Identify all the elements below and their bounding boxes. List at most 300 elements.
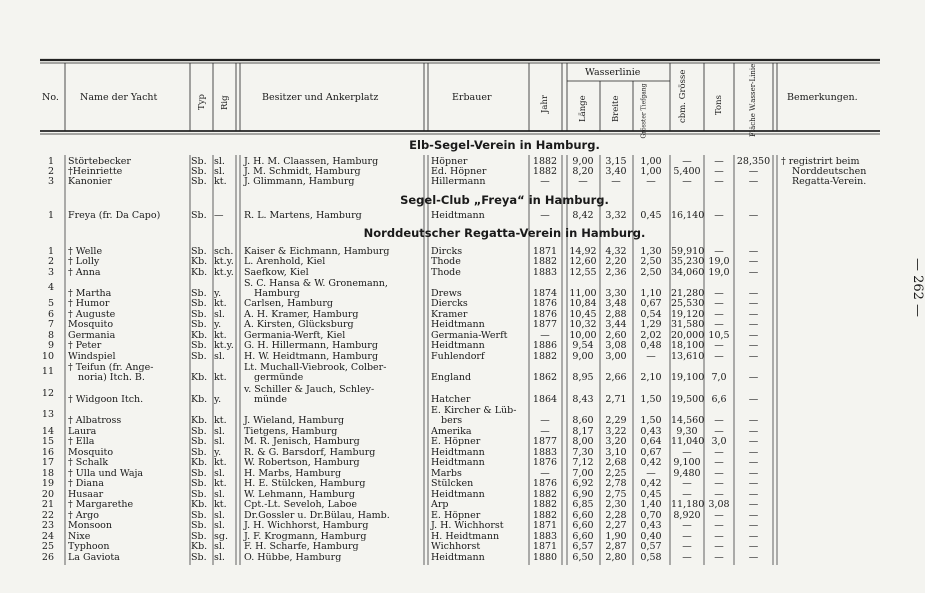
cell-name: † Ella [68, 436, 95, 447]
cell-owner: A. Kirsten, Glücksburg [244, 319, 354, 330]
cell-tons: — [714, 298, 724, 309]
cell-sail: — [748, 531, 759, 542]
cell-builder-cont: bers [441, 415, 463, 426]
cell-year: 1877 [532, 319, 558, 330]
cell-owner: Tietgens, Hamburg [244, 426, 338, 437]
cell-tons: 3,08 [708, 499, 730, 510]
cell-typ: Sb. [191, 478, 207, 489]
header-nr: No. [42, 92, 59, 103]
cell-tons: 3,0 [711, 436, 727, 447]
cell-year: 1883 [532, 267, 558, 278]
cell-name: † Widgoon Itch. [68, 394, 144, 405]
cell-wid: 2,87 [605, 541, 627, 552]
cell-nr: 5 [47, 298, 54, 309]
cell-builder: Diercks [431, 298, 468, 309]
cell-len: 10,00 [569, 330, 597, 341]
cell-typ: Sb. [191, 288, 207, 299]
cell-owner: J. H. Wichhorst, Hamburg [244, 520, 369, 531]
cell-builder: Heidtmann [431, 489, 485, 500]
cell-dr: 1,00 [640, 166, 662, 177]
cell-rig: kt. [214, 176, 227, 187]
cell-builder: H. Heidtmann [431, 531, 500, 542]
cell-name: † Lolly [68, 256, 100, 267]
cell-year: 1876 [532, 298, 558, 309]
cell-dr: 0,45 [640, 489, 662, 500]
cell-builder: Stülcken [431, 478, 474, 489]
cell-tons: 19,0 [708, 256, 730, 267]
cell-dr: 0,43 [640, 426, 662, 437]
cell-wid: 2,60 [605, 330, 627, 341]
cell-rig: sl. [214, 541, 225, 552]
cell-year: 1883 [532, 447, 558, 458]
cell-len: 14,92 [569, 246, 597, 257]
cell-nr: 11 [41, 366, 54, 377]
header-rig: Rig [220, 95, 230, 110]
cell-year: — [540, 426, 550, 437]
cell-wid: 3,22 [605, 426, 627, 437]
cell-name: Kanonier [68, 176, 112, 187]
cell-wid: 2,88 [605, 309, 627, 320]
cell-len: 6,85 [572, 499, 594, 510]
cell-rig: sl. [214, 436, 225, 447]
cell-wid: 2,28 [605, 510, 627, 521]
cell-nr: 24 [41, 531, 54, 542]
cell-dr: 0,40 [640, 531, 662, 542]
cell-rig: sl. [214, 156, 225, 167]
cell-rig: kt. [214, 372, 227, 383]
cell-cbm: — [682, 541, 692, 552]
cell-len: 9,00 [572, 351, 594, 362]
header-sail: Fläche W.asser-Linie [749, 63, 757, 137]
cell-owner: W. Robertson, Hamburg [244, 457, 360, 468]
header-cbm: cbm. Grösse [678, 69, 688, 123]
cell-len: 6,60 [572, 531, 594, 542]
cell-dr: — [646, 176, 656, 187]
cell-sail: — [748, 510, 759, 521]
cell-dr: 2,02 [640, 330, 662, 341]
cell-cbm: 9,480 [673, 468, 701, 479]
cell-builder: Heidtmann [431, 457, 485, 468]
cell-name: † Schalk [68, 457, 109, 468]
cell-owner: J. M. Schmidt, Hamburg [244, 166, 361, 177]
cell-tons: — [714, 510, 724, 521]
cell-name: † Auguste [68, 309, 116, 320]
cell-owner: Germania-Werft, Kiel [244, 330, 346, 341]
cell-name: † Anna [68, 267, 101, 278]
cell-owner: A. H. Kramer, Hamburg [244, 309, 359, 320]
cell-owner: H. Marbs, Hamburg [244, 468, 342, 479]
cell-name: Nixe [68, 531, 91, 542]
cell-rig: y. [214, 447, 222, 458]
cell-cbm: 25,530 [671, 298, 705, 309]
cell-typ: Sb. [191, 319, 207, 330]
remark-line: Regatta-Verein. [792, 176, 867, 187]
cell-dr: 0,64 [640, 436, 662, 447]
cell-name: † Peter [68, 340, 102, 351]
cell-builder: Thode [431, 256, 461, 267]
cell-builder: Heidtmann [431, 447, 485, 458]
cell-tons: — [714, 552, 724, 563]
cell-tons: — [714, 319, 724, 330]
cell-rig: sl. [214, 351, 225, 362]
cell-nr: 20 [41, 489, 54, 500]
cell-dr: 1,29 [640, 319, 662, 330]
cell-rig: sl. [214, 426, 225, 437]
cell-len: 8,00 [572, 436, 594, 447]
cell-name: Mosquito [68, 319, 114, 330]
cell-len: 10,32 [569, 319, 597, 330]
cell-cbm: 20,000 [671, 330, 705, 341]
cell-sail: — [748, 426, 759, 437]
cell-tons: — [714, 520, 724, 531]
cell-owner: O. Hübbe, Hamburg [244, 552, 342, 563]
cell-rig: sl. [214, 309, 225, 320]
cell-year: 1871 [532, 520, 558, 531]
cell-cbm: 34,060 [671, 267, 705, 278]
cell-dr: 0,70 [640, 510, 662, 521]
cell-dr: 2,50 [640, 267, 662, 278]
cell-owner: Lt. Muchall-Viebrook, Colber- [244, 362, 387, 373]
cell-year: 1874 [532, 288, 558, 299]
cell-len: 8,43 [572, 394, 594, 405]
cell-len: 8,42 [572, 210, 594, 221]
cell-rig: y. [214, 394, 222, 405]
cell-wid: 3,20 [605, 436, 627, 447]
cell-rig: sl. [214, 489, 225, 500]
cell-len: 10,45 [569, 309, 597, 320]
cell-tons: — [714, 531, 724, 542]
cell-tons: — [714, 541, 724, 552]
cell-owner: Kaiser & Eichmann, Hamburg [244, 246, 390, 257]
cell-wid: 2,36 [605, 267, 627, 278]
cell-year: 1882 [532, 351, 558, 362]
cell-year: 1864 [532, 394, 558, 405]
cell-year: 1882 [532, 499, 558, 510]
cell-typ: Sb. [191, 489, 207, 500]
cell-builder: Drews [431, 288, 462, 299]
cell-len: 6,92 [572, 478, 594, 489]
cell-owner: Carlsen, Hamburg [244, 298, 333, 309]
header-year: Jahr [540, 94, 550, 113]
cell-dr: 0,57 [640, 541, 662, 552]
cell-tons: — [714, 351, 724, 362]
cell-wid: 2,29 [605, 415, 627, 426]
cell-rig: kt. [214, 457, 227, 468]
cell-year: 1886 [532, 340, 558, 351]
cell-typ: Sb. [191, 309, 207, 320]
cell-sail: — [748, 447, 759, 458]
cell-builder: Fuhlendorf [431, 351, 485, 362]
cell-sail: — [748, 478, 759, 489]
cell-dr: 1,50 [640, 415, 662, 426]
cell-year: 1883 [532, 531, 558, 542]
cell-dr: 0,58 [640, 552, 662, 563]
cell-typ: Kb. [191, 499, 208, 510]
cell-rig: kt.y. [214, 340, 234, 351]
cell-owner: H. E. Stülcken, Hamburg [244, 478, 366, 489]
cell-builder: E. Höpner [431, 510, 481, 521]
cell-rig: kt. [214, 298, 227, 309]
cell-nr: 15 [41, 436, 54, 447]
cell-tons: — [714, 340, 724, 351]
cell-year: 1871 [532, 541, 558, 552]
cell-rig: kt.y. [214, 267, 234, 278]
cell-year: 1876 [532, 457, 558, 468]
header-tons: Tons [714, 95, 724, 115]
cell-wid: 2,75 [605, 489, 627, 500]
cell-cbm: — [682, 552, 692, 563]
cell-wid: 2,25 [605, 468, 627, 479]
cell-year: 1876 [532, 478, 558, 489]
cell-len: 10,84 [569, 298, 597, 309]
cell-year: — [540, 415, 550, 426]
cell-wid: 3,48 [605, 298, 627, 309]
cell-name: † Teifun (fr. Ange- [68, 362, 154, 373]
cell-dr: 0,42 [640, 457, 662, 468]
page-number: — 262 — [910, 257, 925, 318]
cell-typ: Sb. [191, 210, 207, 221]
cell-year: — [540, 210, 550, 221]
cell-year: 1882 [532, 489, 558, 500]
cell-owner: J. H. M. Claassen, Hamburg [244, 156, 379, 167]
cell-wid: 3,15 [605, 156, 627, 167]
cell-builder: Dircks [431, 246, 463, 257]
cell-owner: Dr.Gossler u. Dr.Bülau, Hamb. [244, 510, 390, 521]
cell-cbm: 31,580 [671, 319, 705, 330]
cell-typ: Kb. [191, 267, 208, 278]
cell-typ: Sb. [191, 351, 207, 362]
cell-name: † Ulla und Waja [68, 468, 144, 479]
cell-builder: E. Höpner [431, 436, 481, 447]
header-length: Länge [578, 95, 588, 122]
cell-sail: — [748, 166, 759, 177]
cell-sail: — [748, 468, 759, 479]
cell-nr: 21 [41, 499, 54, 510]
cell-wid: 2,68 [605, 457, 627, 468]
cell-name: † Welle [68, 246, 103, 257]
cell-typ: Sb. [191, 531, 207, 542]
cell-wid: 2,30 [605, 499, 627, 510]
cell-dr: 1,10 [640, 288, 662, 299]
cell-cbm: 19,100 [671, 372, 705, 383]
cell-wid: 3,40 [605, 166, 627, 177]
cell-owner: G. H. Hillermann, Hamburg [244, 340, 378, 351]
cell-builder: Amerika [431, 426, 472, 437]
cell-cbm: 11,040 [671, 436, 705, 447]
cell-sail: — [748, 541, 759, 552]
cell-tons: — [714, 415, 724, 426]
cell-wid: 2,71 [605, 394, 627, 405]
cell-name: † Argo [68, 510, 99, 521]
cell-year: 1882 [532, 256, 558, 267]
header-builder: Erbauer [452, 92, 492, 103]
cell-name: Laura [68, 426, 97, 437]
cell-rig: sl. [214, 166, 225, 177]
cell-name: Mosquito [68, 447, 114, 458]
cell-sail: — [748, 457, 759, 468]
cell-sail: — [748, 298, 759, 309]
cell-nr: 19 [41, 478, 54, 489]
cell-wid: 1,90 [605, 531, 627, 542]
cell-year: 1882 [532, 166, 558, 177]
cell-cbm: 59,910 [671, 246, 705, 257]
cell-year: — [540, 330, 550, 341]
cell-wid: 3,00 [605, 351, 627, 362]
cell-name: † Martha [68, 288, 112, 299]
cell-dr: 2,50 [640, 256, 662, 267]
cell-owner: S. C. Hansa & W. Gronemann, [244, 278, 388, 289]
header-typ: Typ [197, 94, 207, 110]
cell-cbm: — [682, 531, 692, 542]
cell-owner: L. Arenhold, Kiel [244, 256, 326, 267]
cell-owner: M. R. Jenisch, Hamburg [244, 436, 360, 447]
cell-dr: 0,48 [640, 340, 662, 351]
cell-rig: y. [214, 288, 222, 299]
cell-rig: — [214, 210, 224, 221]
cell-nr: 6 [47, 309, 54, 320]
cell-len: 8,17 [572, 426, 594, 437]
cell-cbm: — [682, 478, 692, 489]
cell-rig: y. [214, 319, 222, 330]
cell-wid: 2,78 [605, 478, 627, 489]
cell-cbm: 13,610 [671, 351, 705, 362]
cell-cbm: 11,180 [671, 499, 705, 510]
cell-sail: 28,350 [736, 156, 771, 167]
cell-typ: Sb. [191, 426, 207, 437]
cell-rig: kt. [214, 330, 227, 341]
cell-typ: Sb. [191, 166, 207, 177]
cell-wid: 2,20 [605, 256, 627, 267]
cell-owner: Cpt.-Lt. Seveloh, Laboe [244, 499, 357, 510]
cell-tons: — [714, 489, 724, 500]
cell-builder: Germania-Werft [431, 330, 508, 341]
cell-wid: 4,32 [605, 246, 627, 257]
cell-sail: — [748, 267, 759, 278]
cell-cbm: — [682, 489, 692, 500]
cell-typ: Sb. [191, 298, 207, 309]
cell-builder: Thode [431, 267, 461, 278]
cell-owner: J. Wieland, Hamburg [244, 415, 345, 426]
cell-nr: 1 [47, 210, 54, 221]
cell-len: 8,95 [572, 372, 594, 383]
cell-owner: F. H. Scharfe, Hamburg [244, 541, 359, 552]
cell-tons: — [714, 246, 724, 257]
remark-line: † registrirt beim [781, 156, 860, 167]
cell-dr: 0,67 [640, 298, 662, 309]
cell-rig: sl. [214, 552, 225, 563]
cell-nr: 9 [47, 340, 54, 351]
cell-name: Störtebecker [68, 156, 131, 167]
cell-tons: 19,0 [708, 267, 730, 278]
cell-len: 12,55 [569, 267, 597, 278]
cell-typ: Kb. [191, 415, 208, 426]
cell-owner: J. F. Krogmann, Hamburg [244, 531, 367, 542]
cell-typ: Kb. [191, 256, 208, 267]
cell-sail: — [748, 394, 759, 405]
cell-typ: Kb. [191, 372, 208, 383]
cell-wid: 3,30 [605, 288, 627, 299]
cell-year: 1876 [532, 309, 558, 320]
cell-nr: 7 [47, 319, 54, 330]
cell-len: 8,60 [572, 415, 594, 426]
cell-owner-cont: germünde [254, 372, 304, 383]
cell-tons: — [714, 156, 724, 167]
cell-year: 1880 [532, 552, 558, 563]
cell-year: 1882 [532, 156, 558, 167]
cell-sail: — [748, 372, 759, 383]
cell-typ: Sb. [191, 468, 207, 479]
cell-sail: — [748, 552, 759, 563]
cell-name: †Heinriette [68, 166, 123, 177]
header-name: Name der Yacht [80, 92, 158, 103]
cell-nr: 25 [41, 541, 54, 552]
cell-typ: Sb. [191, 156, 207, 167]
cell-builder: Höpner [431, 156, 468, 167]
cell-nr: 10 [41, 351, 54, 362]
cell-nr: 13 [41, 409, 54, 420]
cell-rig: kt. [214, 415, 227, 426]
cell-len: — [578, 176, 588, 187]
cell-year: 1882 [532, 510, 558, 521]
cell-cbm: 16,140 [671, 210, 705, 221]
cell-tons: 6,6 [711, 394, 727, 405]
cell-nr: 1 [47, 246, 54, 257]
cell-nr: 16 [41, 447, 54, 458]
cell-name: La Gaviota [68, 552, 120, 563]
cell-rig: sch. [214, 246, 234, 257]
cell-typ: Kb. [191, 330, 208, 341]
cell-name: Freya (fr. Da Capo) [68, 210, 161, 221]
cell-cbm: — [682, 520, 692, 531]
cell-cbm: 5,400 [673, 166, 701, 177]
cell-sail: — [748, 520, 759, 531]
cell-builder: Hillermann [431, 176, 486, 187]
header-owner: Besitzer und Ankerplatz [262, 92, 379, 103]
cell-sail: — [748, 415, 759, 426]
cell-year: 1871 [532, 246, 558, 257]
cell-name: Typhoon [68, 541, 110, 552]
cell-wid: 2,66 [605, 372, 627, 383]
cell-builder: E. Kircher & Lüb- [431, 405, 517, 416]
cell-dr: — [646, 351, 656, 362]
cell-cbm: 14,560 [671, 415, 705, 426]
cell-cbm: 21,280 [671, 288, 705, 299]
cell-sail: — [748, 489, 759, 500]
cell-nr: 1 [47, 156, 54, 167]
cell-len: 9,54 [572, 340, 594, 351]
cell-tons: — [714, 478, 724, 489]
cell-rig: sl. [214, 520, 225, 531]
cell-typ: Sb. [191, 340, 207, 351]
cell-builder: Wichhorst [431, 541, 481, 552]
cell-len: 7,00 [572, 468, 594, 479]
cell-wid: 3,08 [605, 340, 627, 351]
cell-wid: 3,32 [605, 210, 627, 221]
section-nrv: Norddeutscher Regatta-Verein in Hamburg. [363, 226, 646, 240]
cell-owner: R. L. Martens, Hamburg [244, 210, 362, 221]
cell-rig: sl. [214, 510, 225, 521]
cell-nr: 23 [41, 520, 54, 531]
cell-nr: 2 [47, 166, 54, 177]
cell-wid: — [611, 176, 621, 187]
cell-nr: 26 [41, 552, 54, 563]
cell-year: 1862 [532, 372, 558, 383]
cell-typ: Sb. [191, 176, 207, 187]
cell-tons: — [714, 288, 724, 299]
cell-len: 12,60 [569, 256, 597, 267]
cell-builder: Heidtmann [431, 340, 485, 351]
cell-dr: 0,45 [640, 210, 662, 221]
